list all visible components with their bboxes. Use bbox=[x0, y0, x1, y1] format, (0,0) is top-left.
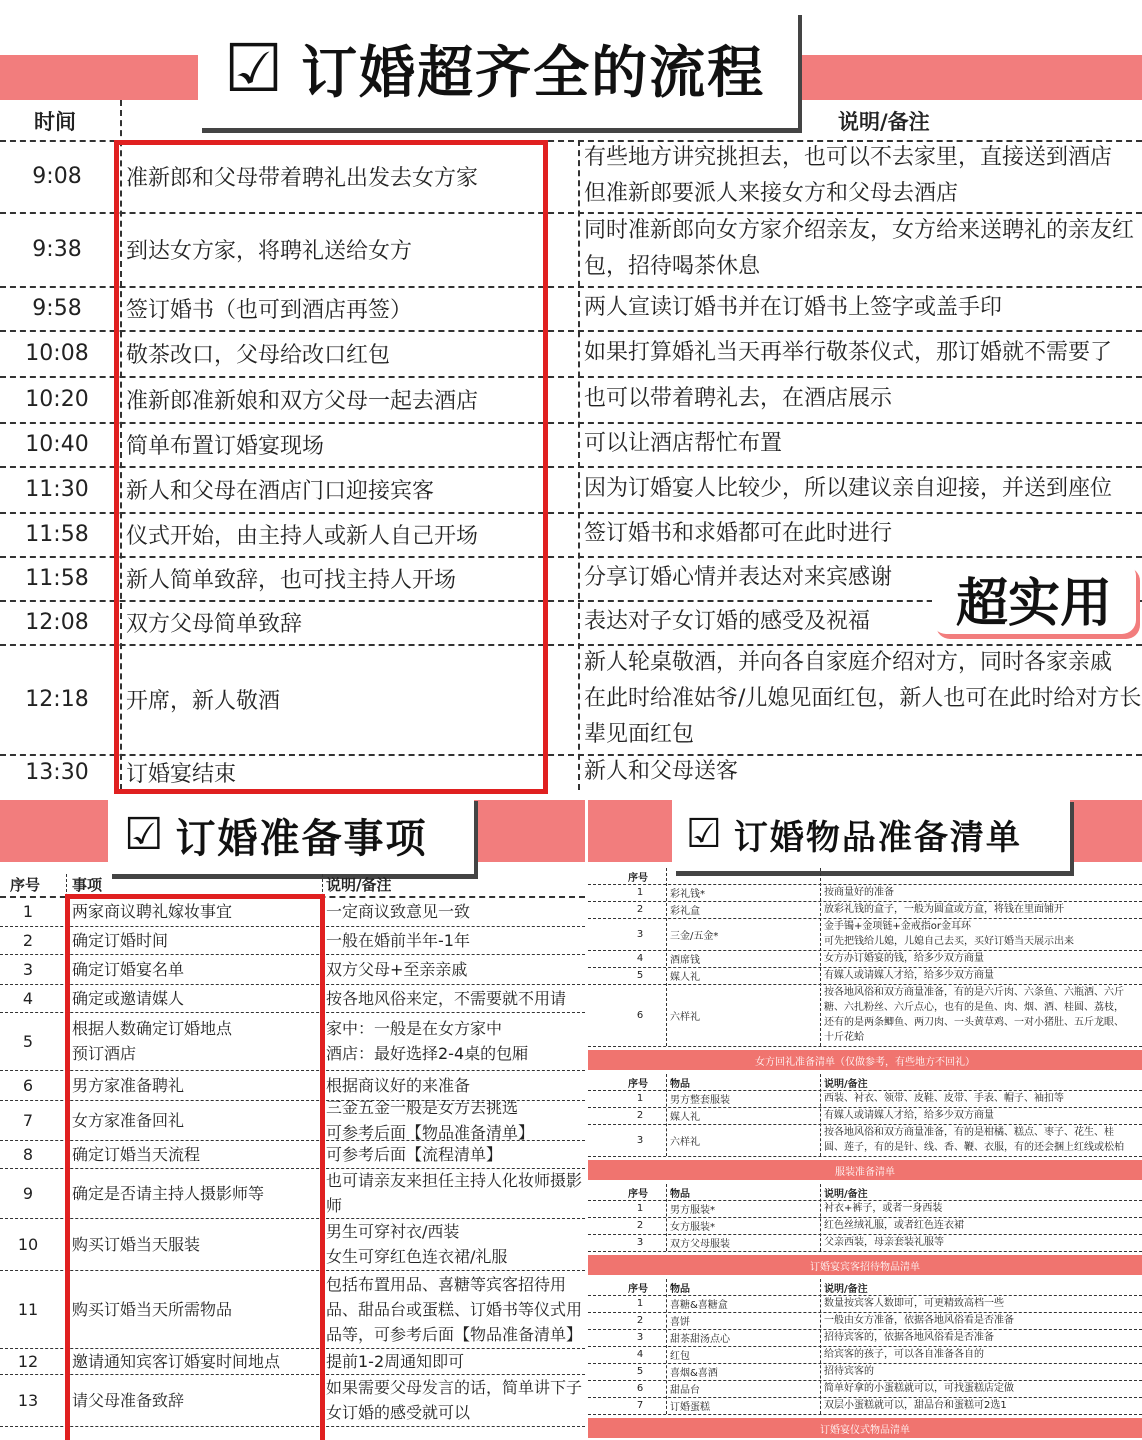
prep-header-notes: 说明/备注 bbox=[326, 875, 392, 894]
section-banner: 订婚宴仪式物品清单 bbox=[588, 1418, 1142, 1438]
prep-row-notes-line: 可参考后面【物品准备清单】 bbox=[326, 1123, 535, 1140]
items-row-item: 六样礼 bbox=[670, 1136, 700, 1148]
items-row-no: 7 bbox=[636, 1400, 644, 1411]
row-notes bbox=[584, 140, 1142, 212]
prep-row-no: 7 bbox=[22, 1110, 34, 1130]
row-notes-line: 同时准新郎向女方家介绍亲友，女方给来送聘礼的亲友红 bbox=[584, 218, 1135, 243]
prep-row-notes bbox=[326, 1100, 585, 1140]
prep-row-notes-line: 按各地风俗来定，不需要就不用请 bbox=[326, 988, 567, 1008]
row-notes bbox=[584, 512, 1142, 556]
prep-row-no: 1 bbox=[22, 901, 34, 921]
prep-row-notes-line: 提前1-2周通知即可 bbox=[326, 1351, 465, 1371]
items-row-notes-line: 招待宾客的 bbox=[824, 1366, 874, 1377]
row-time: 12:08 bbox=[25, 609, 89, 635]
items-row-notes-line: 十斤花蛤 bbox=[824, 1032, 864, 1043]
checkbox-icon: ☑ bbox=[686, 811, 722, 857]
items-header-notes: 说明/备注 bbox=[824, 1188, 868, 1200]
items-row-item: 酒席钱 bbox=[670, 955, 700, 966]
prep-row-notes bbox=[326, 896, 585, 926]
row-notes-line: 在此时给准姑爷/儿媳见面红包，新人也可在此时给对方长 bbox=[584, 686, 1142, 711]
prep-row-item-line: 购买订婚当天所需物品 bbox=[72, 1299, 233, 1319]
row-notes-line: 包，招待喝茶休息 bbox=[584, 254, 761, 279]
prep-row-notes-line: 品、甜品台或蛋糕、订婚书等仪式用 bbox=[326, 1299, 583, 1319]
prep-row-notes-line: 根据商议好的来准备 bbox=[326, 1075, 471, 1095]
prep-row-item-line: 确定或邀请媒人 bbox=[72, 988, 185, 1008]
items-header-no: 序号 bbox=[628, 1188, 648, 1200]
prep-row-notes bbox=[326, 1070, 585, 1100]
prep-row-item-line: 确定订婚当天流程 bbox=[72, 1144, 201, 1164]
row-event: 准新郎准新娘和双方父母一起去酒店 bbox=[126, 388, 479, 414]
items-row-item: 甜茶甜汤点心 bbox=[670, 1334, 730, 1345]
items-row-notes bbox=[824, 1217, 1142, 1234]
prep-row-notes-line: 女生可穿红色连衣裙/礼服 bbox=[326, 1247, 508, 1266]
prep-row-notes-line: 女订婚的感受就可以 bbox=[326, 1403, 471, 1422]
column-divider bbox=[578, 140, 580, 790]
row-notes-line: 有些地方讲究挑担去，也可以不去家里，直接送到酒店 bbox=[584, 145, 1113, 170]
items-row-notes bbox=[824, 1090, 1142, 1107]
items-row-no: 6 bbox=[636, 1009, 644, 1021]
items-row-notes-line: 有媒人或请媒人才给，给多少双方商量 bbox=[824, 970, 994, 981]
items-title: 订婚物品准备清单 bbox=[733, 817, 1022, 858]
items-row-notes-line: 父亲西装，母亲套装礼服等 bbox=[824, 1237, 944, 1248]
items-row-no: 4 bbox=[636, 953, 644, 964]
items-row-notes-line: 还有的是两条鲫鱼、两刀肉、一头黄草鸡、一对小猪肚、五斤龙眼、 bbox=[824, 1017, 1124, 1028]
items-row-no: 2 bbox=[636, 1110, 644, 1121]
prep-row-item-line: 请父母准备致辞 bbox=[72, 1390, 185, 1410]
items-row-notes-line: 糖、六扎粉丝、六斤点心，也有的是鱼、肉、烟、酒、桂圆、荔枝， bbox=[824, 1002, 1124, 1013]
items-header-notes: 说明/备注 bbox=[824, 1078, 868, 1090]
prep-row-notes bbox=[326, 1012, 585, 1070]
row-notes bbox=[584, 212, 1142, 286]
prep-row-no: 5 bbox=[22, 1031, 34, 1051]
items-row-item: 订婚蛋糕 bbox=[670, 1402, 710, 1413]
prep-row-item-line: 两家商议聘礼嫁妆事宜 bbox=[72, 901, 233, 921]
prep-row-notes-line: 家中：一般是在女方家中 bbox=[326, 1019, 503, 1038]
prep-row-notes-line: 师 bbox=[326, 1196, 343, 1215]
header-notes: 说明/备注 bbox=[838, 110, 930, 134]
row-notes bbox=[584, 330, 1142, 376]
items-row-notes bbox=[824, 1380, 1142, 1397]
prep-row-notes bbox=[326, 954, 585, 984]
items-header-item: 物品 bbox=[670, 1078, 690, 1090]
items-row-notes bbox=[824, 1329, 1142, 1346]
row-notes bbox=[584, 286, 1142, 330]
prep-row-notes bbox=[326, 1218, 585, 1270]
prep-row-notes-line: 酒店：最好选择2-4桌的包厢 bbox=[326, 1044, 529, 1063]
prep-row-item-line: 确定订婚宴名单 bbox=[72, 959, 185, 979]
items-row-notes-line: 红色丝绒礼服，或者红色连衣裙 bbox=[824, 1220, 964, 1231]
row-time: 12:18 bbox=[25, 686, 89, 712]
column-divider bbox=[820, 1184, 821, 1251]
row-divider bbox=[588, 1414, 1142, 1415]
items-header-item: 物品 bbox=[670, 1283, 690, 1295]
items-row-no: 2 bbox=[636, 1315, 644, 1326]
row-time: 10:08 bbox=[25, 340, 89, 366]
prep-row-item-line: 确定是否请主持人摄影师等 bbox=[72, 1183, 265, 1203]
row-notes-line: 也可以带着聘礼去，在酒店展示 bbox=[584, 386, 893, 411]
items-header-no: 序号 bbox=[628, 872, 648, 884]
prep-row-item-line: 购买订婚当天服装 bbox=[72, 1234, 201, 1254]
items-row-notes bbox=[824, 918, 1142, 950]
items-row-no: 3 bbox=[636, 1332, 644, 1343]
items-header-notes: 说明/备注 bbox=[824, 1283, 868, 1295]
section-banner: 女方回礼准备清单（仅做参考，有些地方不回礼） bbox=[588, 1050, 1142, 1070]
items-row-no: 1 bbox=[636, 887, 644, 898]
items-row-no: 3 bbox=[636, 1134, 644, 1146]
prep-row-no: 3 bbox=[22, 959, 34, 979]
items-row-notes bbox=[824, 984, 1142, 1046]
items-row-item: 双方父母服装 bbox=[670, 1239, 730, 1250]
items-row-item: 喜糖&喜糖盒 bbox=[670, 1300, 728, 1311]
items-row-notes-line: 数量按宾客人数即可，可更精致高档一些 bbox=[824, 1298, 1004, 1309]
prep-row-no: 9 bbox=[22, 1183, 34, 1203]
prep-row-no: 11 bbox=[17, 1299, 39, 1319]
items-row-notes bbox=[824, 1200, 1142, 1217]
row-time: 9:58 bbox=[32, 295, 82, 321]
row-notes-line: 辈见面红包 bbox=[584, 722, 695, 747]
prep-row-notes-line: 一定商议致意见一致 bbox=[326, 901, 471, 921]
prep-row-notes-line: 一般在婚前半年-1年 bbox=[326, 930, 470, 950]
row-notes bbox=[584, 754, 1142, 790]
row-notes bbox=[584, 466, 1142, 512]
items-row-notes-line: 女方办订婚宴的钱，给多少双方商量 bbox=[824, 953, 984, 964]
items-row-notes bbox=[824, 950, 1142, 967]
items-row-notes bbox=[824, 884, 1142, 901]
items-row-item: 男方整套服装 bbox=[670, 1095, 730, 1106]
items-row-item: 媒人礼 bbox=[670, 1112, 700, 1123]
row-event: 双方父母简单致辞 bbox=[126, 611, 303, 637]
prep-row-notes bbox=[326, 1374, 585, 1426]
badge-super-useful: 超实用 bbox=[932, 562, 1136, 634]
row-time: 11:58 bbox=[25, 565, 89, 591]
items-row-notes bbox=[824, 901, 1142, 918]
prep-row-no: 12 bbox=[17, 1351, 39, 1371]
row-notes-line: 新人和父母送客 bbox=[584, 759, 739, 784]
row-notes bbox=[584, 422, 1142, 466]
items-row-notes bbox=[824, 1107, 1142, 1124]
row-event: 到达女方家，将聘礼送给女方 bbox=[126, 238, 413, 264]
row-notes-line: 签订婚书和求婚都可在此时进行 bbox=[584, 521, 893, 546]
prep-row-item-line: 确定订婚时间 bbox=[72, 930, 169, 950]
items-row-notes-line: 招待宾客的，依据各地风俗看是否准备 bbox=[824, 1332, 994, 1343]
items-header-no: 序号 bbox=[628, 1078, 648, 1090]
row-notes-line: 可以让酒店帮忙布置 bbox=[584, 431, 783, 456]
items-row-notes bbox=[824, 1397, 1142, 1414]
prep-row-no: 4 bbox=[22, 988, 34, 1008]
prep-row-item-line: 邀请通知宾客订婚宴时间地点 bbox=[72, 1351, 281, 1371]
prep-title-card bbox=[108, 796, 474, 874]
items-row-item: 男方服装* bbox=[670, 1205, 715, 1216]
prep-row-notes-line: 男生可穿衬衣/西装 bbox=[326, 1222, 460, 1241]
prep-row-notes bbox=[326, 926, 585, 954]
page-title: 订婚超齐全的流程 bbox=[301, 41, 766, 106]
row-time: 11:30 bbox=[25, 476, 89, 502]
row-event: 签订婚书（也可到酒店再签） bbox=[126, 297, 413, 323]
items-row-notes-line: 有媒人或请媒人才给，给多少双方商量 bbox=[824, 1110, 994, 1121]
items-row-notes bbox=[824, 1124, 1142, 1156]
items-row-no: 3 bbox=[636, 1237, 644, 1248]
items-row-item: 彩礼盒 bbox=[670, 906, 700, 917]
row-notes-line: 因为订婚宴人比较少，所以建议亲自迎接，并送到座位 bbox=[584, 476, 1113, 501]
prep-row-notes bbox=[326, 1168, 585, 1218]
section-banner: 服装准备清单 bbox=[588, 1160, 1142, 1180]
items-row-item: 六样礼 bbox=[670, 1011, 700, 1023]
row-notes-line: 但准新郎要派人来接女方和父母去酒店 bbox=[584, 181, 959, 206]
prep-header-no: 序号 bbox=[10, 875, 41, 894]
prep-row-no: 8 bbox=[22, 1144, 34, 1164]
column-divider bbox=[666, 1279, 667, 1414]
row-notes-line: 两人宣读订婚书并在订婚书上签字或盖手印 bbox=[584, 295, 1003, 320]
header-time: 时间 bbox=[34, 110, 76, 134]
items-row-notes-line: 放彩礼钱的盒子，一般为圆盒或方盒，将钱在里面铺开 bbox=[824, 904, 1064, 915]
items-row-no: 2 bbox=[636, 904, 644, 915]
row-divider bbox=[588, 1156, 1142, 1157]
items-row-notes bbox=[824, 1295, 1142, 1312]
items-row-no: 3 bbox=[636, 928, 644, 940]
items-table bbox=[588, 862, 1142, 1440]
prep-row-notes-line: 品等，可参考后面【物品准备清单】 bbox=[326, 1324, 583, 1344]
prep-row-notes bbox=[326, 1140, 585, 1168]
section-banner: 订婚宴宾客招待物品清单 bbox=[588, 1255, 1142, 1275]
items-row-no: 6 bbox=[636, 1383, 644, 1394]
items-row-item: 媒人礼 bbox=[670, 972, 700, 983]
column-divider bbox=[666, 868, 667, 1046]
prep-row-notes-line: 可参考后面【流程清单】 bbox=[326, 1144, 503, 1164]
row-notes bbox=[584, 376, 1142, 422]
row-time: 10:40 bbox=[25, 431, 89, 457]
prep-row-notes bbox=[326, 984, 585, 1012]
row-time: 9:38 bbox=[32, 236, 82, 262]
items-row-notes-line: 双层小蛋糕就可以，甜品台和蛋糕可2选1 bbox=[824, 1400, 1007, 1411]
items-row-notes-line: 简单好拿的小蛋糕就可以，可找蛋糕店定做 bbox=[824, 1383, 1014, 1394]
items-row-item: 女方服装* bbox=[670, 1222, 715, 1233]
row-notes-line: 分享订婚心情并表达对来宾感谢 bbox=[584, 565, 893, 590]
items-row-item: 彩礼钱* bbox=[670, 889, 705, 900]
items-row-notes bbox=[824, 1346, 1142, 1363]
row-time: 9:08 bbox=[32, 163, 82, 189]
items-row-notes-line: 圆、莲子，有的是针、线、香、鞭、衣服，有的还会捆上红线或松柏 bbox=[824, 1142, 1124, 1153]
prep-row-notes bbox=[326, 1270, 585, 1348]
row-event: 新人简单致辞，也可找主持人开场 bbox=[126, 567, 457, 593]
row-event: 准新郎和父母带着聘礼出发去女方家 bbox=[126, 165, 479, 191]
prep-row-item-line: 男方家准备聘礼 bbox=[72, 1075, 185, 1095]
items-row-notes-line: 衬衣+裤子，或者一身西装 bbox=[824, 1203, 943, 1214]
prep-row-item-line: 根据人数确定订婚地点 bbox=[72, 1019, 233, 1038]
items-row-no: 1 bbox=[636, 1093, 644, 1104]
items-row-item: 三金/五金* bbox=[670, 930, 719, 942]
items-row-notes-line: 按商量好的准备 bbox=[824, 887, 894, 898]
prep-header-item: 事项 bbox=[72, 875, 103, 894]
prep-title: 订婚准备事项 bbox=[175, 815, 428, 862]
items-row-no: 5 bbox=[636, 970, 644, 981]
row-event: 订婚宴结束 bbox=[126, 761, 237, 787]
highlight-box-prep bbox=[65, 894, 325, 1440]
prep-row-no: 6 bbox=[22, 1075, 34, 1095]
items-row-no: 1 bbox=[636, 1203, 644, 1214]
items-row-item: 喜烟&喜酒 bbox=[670, 1368, 718, 1379]
prep-row-item-line: 女方家准备回礼 bbox=[72, 1110, 185, 1130]
column-divider bbox=[820, 868, 821, 1046]
items-row-notes-line: 西装、衬衣、领带、皮鞋、皮带、手表、帽子、袖扣等 bbox=[824, 1093, 1064, 1104]
items-row-notes-line: 给宾客的孩子，可以各自准备各自的 bbox=[824, 1349, 984, 1360]
items-row-notes bbox=[824, 1363, 1142, 1380]
items-row-item: 喜饼 bbox=[670, 1317, 690, 1328]
prep-row-notes-line: 也可请亲友来担任主持人化妆师摄影 bbox=[326, 1171, 583, 1190]
row-notes-line: 表达对子女订婚的感受及祝福 bbox=[584, 609, 871, 634]
prep-row-notes-line: 如果需要父母发言的话，简单讲下子 bbox=[326, 1378, 583, 1397]
checkbox-icon: ☑ bbox=[224, 30, 284, 107]
row-divider bbox=[588, 1251, 1142, 1252]
row-notes-line: 新人轮桌敬酒，并向各自家庭介绍对方，同时各家亲戚 bbox=[584, 650, 1113, 675]
items-row-no: 2 bbox=[636, 1220, 644, 1231]
row-notes-line: 如果打算婚礼当天再举行敬茶仪式，那订婚就不需要了 bbox=[584, 340, 1113, 365]
highlight-box-schedule bbox=[114, 140, 548, 794]
prep-row-item-line: 预订酒店 bbox=[72, 1044, 137, 1063]
items-header-no: 序号 bbox=[628, 1283, 648, 1295]
column-divider bbox=[666, 1184, 667, 1251]
column-divider bbox=[820, 1279, 821, 1414]
items-row-item: 红包 bbox=[670, 1351, 690, 1362]
row-divider bbox=[588, 1046, 1142, 1047]
prep-row-no: 13 bbox=[17, 1390, 39, 1410]
items-header-item: 物品 bbox=[670, 1188, 690, 1200]
prep-row-no: 2 bbox=[22, 930, 34, 950]
prep-row-notes bbox=[326, 1348, 585, 1374]
items-row-notes-line: 按各地风俗和双方商量准备，有的是柑橘、糕点、枣子、花生、桂 bbox=[824, 1127, 1114, 1138]
items-title-card bbox=[672, 797, 1070, 871]
prep-row-no: 10 bbox=[17, 1234, 39, 1254]
row-time: 11:58 bbox=[25, 521, 89, 547]
items-row-no: 4 bbox=[636, 1349, 644, 1360]
items-row-notes bbox=[824, 967, 1142, 984]
items-row-notes-line: 按各地风俗和双方商量准备，有的是六斤肉、六条鱼、六瓶酒、六斤 bbox=[824, 987, 1124, 998]
row-event: 仪式开始，由主持人或新人自己开场 bbox=[126, 523, 479, 549]
items-row-notes bbox=[824, 1312, 1142, 1329]
items-row-notes-line: 可先把钱给儿媳，儿媳自己去买，买好订婚当天展示出来 bbox=[824, 936, 1074, 947]
items-row-notes-line: 一般由女方准备，依据各地风俗看是否准备 bbox=[824, 1315, 1014, 1326]
checkbox-icon: ☑ bbox=[124, 809, 164, 860]
row-event: 新人和父母在酒店门口迎接宾客 bbox=[126, 478, 435, 504]
column-divider bbox=[666, 1074, 667, 1156]
row-event: 敬茶改口，父母给改口红包 bbox=[126, 342, 391, 368]
row-time: 13:30 bbox=[25, 759, 89, 785]
items-row-no: 5 bbox=[636, 1366, 644, 1377]
row-event: 开席，新人敬酒 bbox=[126, 688, 281, 714]
prep-row-notes-line: 三金五金一般是女方去挑选 bbox=[326, 1100, 519, 1117]
row-time: 10:20 bbox=[25, 386, 89, 412]
items-row-item: 甜品台 bbox=[670, 1385, 700, 1396]
items-row-notes bbox=[824, 1234, 1142, 1251]
row-event: 简单布置订婚宴现场 bbox=[126, 433, 325, 459]
items-row-no: 1 bbox=[636, 1298, 644, 1309]
row-notes bbox=[584, 644, 1142, 754]
prep-row-notes-line: 双方父母+至亲亲戚 bbox=[326, 959, 468, 979]
items-row-notes-line: 金手镯+金项链+金戒指or金耳环 bbox=[824, 921, 971, 932]
column-divider bbox=[820, 1074, 821, 1156]
prep-row-notes-line: 包括布置用品、喜糖等宾客招待用 bbox=[326, 1274, 567, 1294]
